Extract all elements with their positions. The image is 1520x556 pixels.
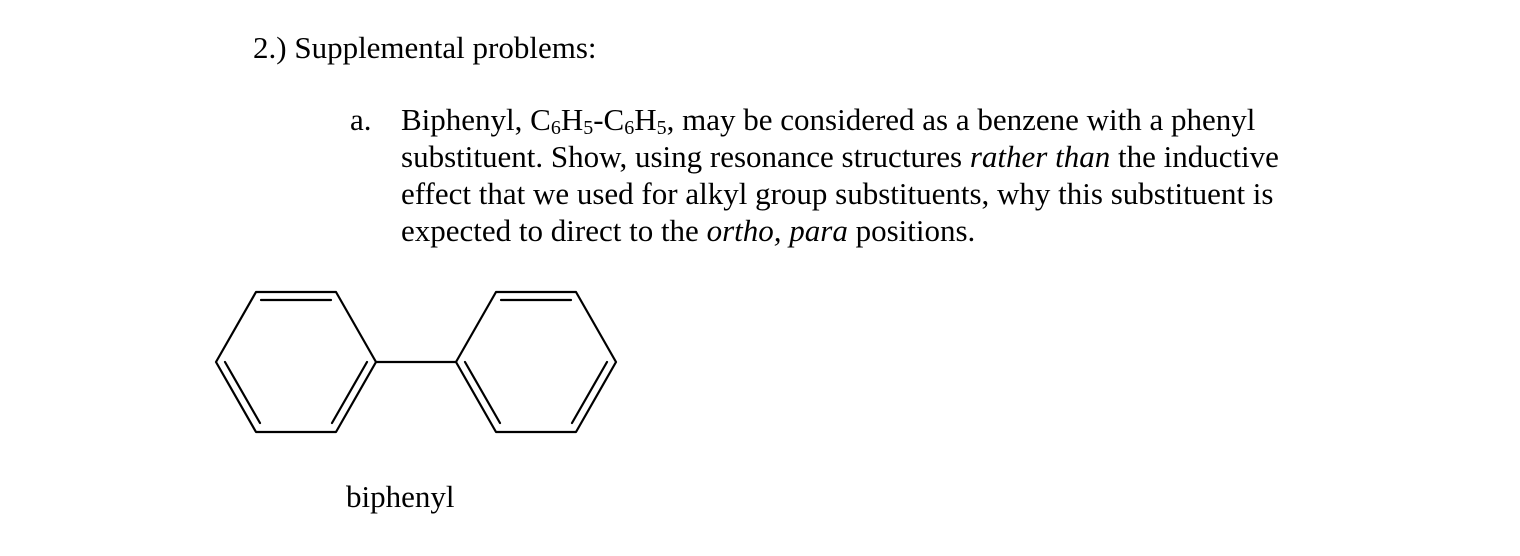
subscript-5: 5 <box>583 117 594 139</box>
right-ring-double-bond <box>572 362 607 423</box>
problem-line-2-end: the inductive <box>1110 139 1279 174</box>
right-benzene-ring <box>456 292 616 432</box>
formula-h: H <box>560 102 584 137</box>
problem-line-1-start: Biphenyl, C <box>401 102 551 137</box>
problem-line-3: effect that we used for alkyl group substituents, why this substituent is <box>401 176 1274 211</box>
problem-line-2-start: substituent. Show, using resonance structures <box>401 139 970 174</box>
subscript-6: 6 <box>550 117 561 139</box>
emphasis-ortho-para: ortho, para <box>706 213 848 248</box>
problem-line-4-end: positions. <box>847 213 976 248</box>
problem-line-4-start: expected to direct to the <box>401 213 707 248</box>
problem-line-1-end: , may be considered as a benzene with a phenyl <box>666 102 1256 137</box>
left-ring-double-bond <box>225 362 260 423</box>
formula-dash-c: -C <box>593 102 625 137</box>
subscript-6: 6 <box>624 117 635 139</box>
formula-h: H <box>634 102 657 137</box>
problem-marker: a. <box>350 102 372 137</box>
left-ring-double-bond <box>332 362 367 423</box>
emphasis-rather-than: rather than <box>969 139 1111 174</box>
left-benzene-ring <box>216 292 376 432</box>
figure-caption: biphenyl <box>346 479 455 514</box>
subscript-5: 5 <box>656 117 667 139</box>
right-ring-double-bond <box>465 362 500 423</box>
section-heading: 2.) Supplemental problems: <box>253 30 597 65</box>
